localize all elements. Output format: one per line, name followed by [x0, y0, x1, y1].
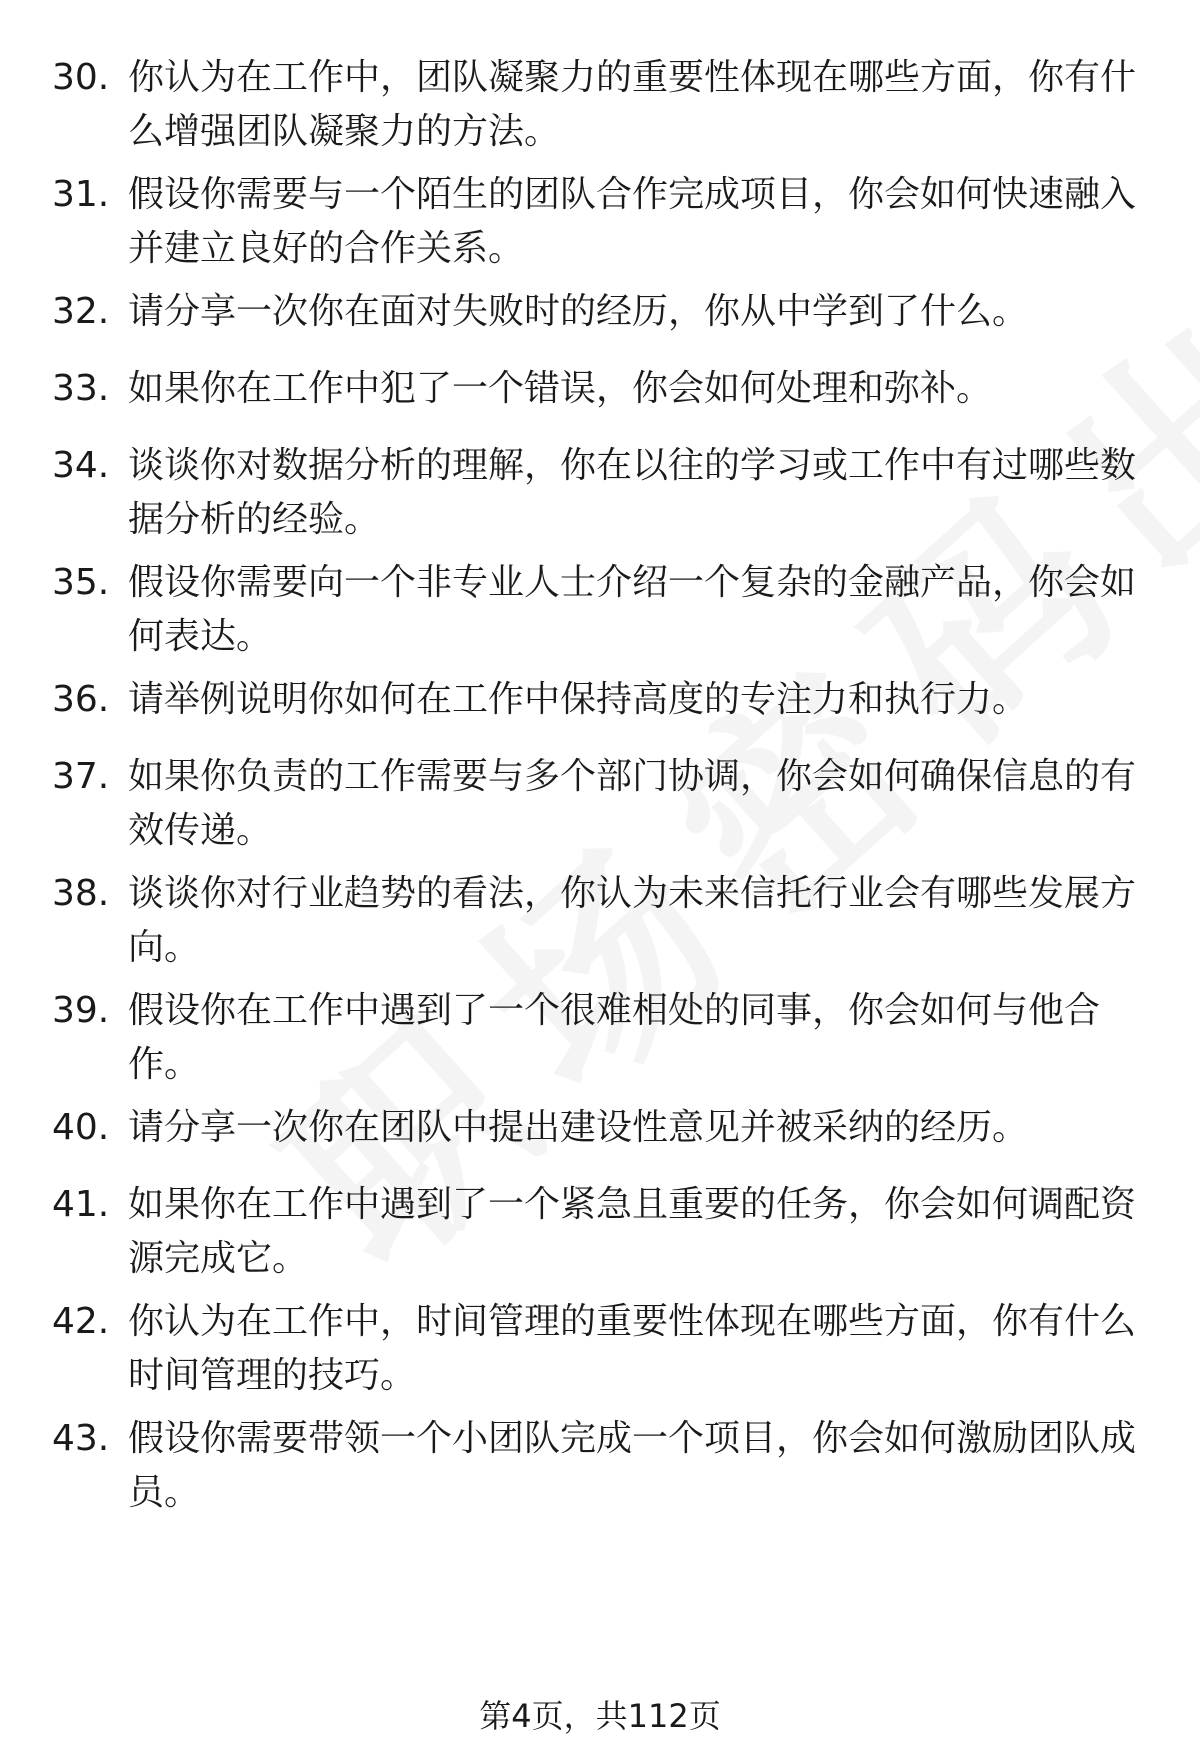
question-line: 假设你需要向一个非专业人士介绍一个复杂的金融产品，你会如: [128, 562, 1137, 603]
question-line: 向。: [128, 927, 201, 968]
question-line: 如果你在工作中犯了一个错误，你会如何处理和弥补。: [128, 368, 993, 409]
question-number: 42.: [52, 1301, 110, 1342]
question-line: 假设你在工作中遇到了一个很难相处的同事，你会如何与他合: [128, 990, 1101, 1031]
question-text: [128, 1412, 1148, 1520]
question-number: 39.: [52, 990, 110, 1031]
question-number: 43.: [52, 1418, 110, 1459]
question-text: [128, 168, 1148, 276]
question-text: [128, 556, 1148, 664]
question-text: [128, 439, 1148, 547]
page-footer: 第4页，共112页: [479, 1697, 721, 1735]
question-line: 假设你需要带领一个小团队完成一个项目，你会如何激励团队成: [128, 1418, 1137, 1459]
question-text: [128, 867, 1148, 975]
question-line: 如果你在工作中遇到了一个紧急且重要的任务，你会如何调配资: [128, 1184, 1137, 1225]
question-text: [128, 673, 1148, 727]
question-number: 32.: [52, 291, 110, 332]
question-text: [128, 362, 1148, 416]
question-number: 31.: [52, 174, 110, 215]
question-line: 据分析的经验。: [128, 499, 381, 540]
question-line: 源完成它。: [128, 1238, 309, 1279]
question-text: [128, 984, 1148, 1092]
question-number: 30.: [52, 57, 110, 98]
question-text: [128, 1178, 1148, 1286]
question-line: 何表达。: [128, 616, 273, 657]
question-line: 请分享一次你在团队中提出建设性意见并被采纳的经历。: [128, 1107, 1029, 1148]
question-number: 34.: [52, 445, 110, 486]
question-number: 33.: [52, 368, 110, 409]
question-text: [128, 750, 1148, 858]
question-line: 谈谈你对行业趋势的看法，你认为未来信托行业会有哪些发展方: [128, 873, 1137, 914]
question-line: 谈谈你对数据分析的理解，你在以往的学习或工作中有过哪些数: [128, 445, 1137, 486]
question-line: 员。: [128, 1472, 201, 1513]
question-line: 请分享一次你在面对失败时的经历，你从中学到了什么。: [128, 291, 1029, 332]
question-number: 38.: [52, 873, 110, 914]
question-number: 40.: [52, 1107, 110, 1148]
question-text: [128, 285, 1148, 339]
question-number: 35.: [52, 562, 110, 603]
question-line: 时间管理的技巧。: [128, 1355, 417, 1396]
question-line: 效传递。: [128, 810, 273, 851]
question-line: 你认为在工作中，团队凝聚力的重要性体现在哪些方面，你有什: [128, 57, 1137, 98]
question-line: 请举例说明你如何在工作中保持高度的专注力和执行力。: [128, 679, 1029, 720]
question-number: 41.: [52, 1184, 110, 1225]
question-text: [128, 1101, 1148, 1155]
question-line: 并建立良好的合作关系。: [128, 228, 525, 269]
question-line: 你认为在工作中，时间管理的重要性体现在哪些方面，你有什么: [128, 1301, 1137, 1342]
question-number: 36.: [52, 679, 110, 720]
question-line: 作。: [128, 1044, 201, 1085]
question-line: 么增强团队凝聚力的方法。: [128, 111, 561, 152]
question-text: [128, 51, 1148, 159]
question-line: 如果你负责的工作需要与多个部门协调，你会如何确保信息的有: [128, 756, 1137, 797]
question-number: 37.: [52, 756, 110, 797]
question-text: [128, 1295, 1148, 1403]
question-line: 假设你需要与一个陌生的团队合作完成项目，你会如何快速融入: [128, 174, 1137, 215]
